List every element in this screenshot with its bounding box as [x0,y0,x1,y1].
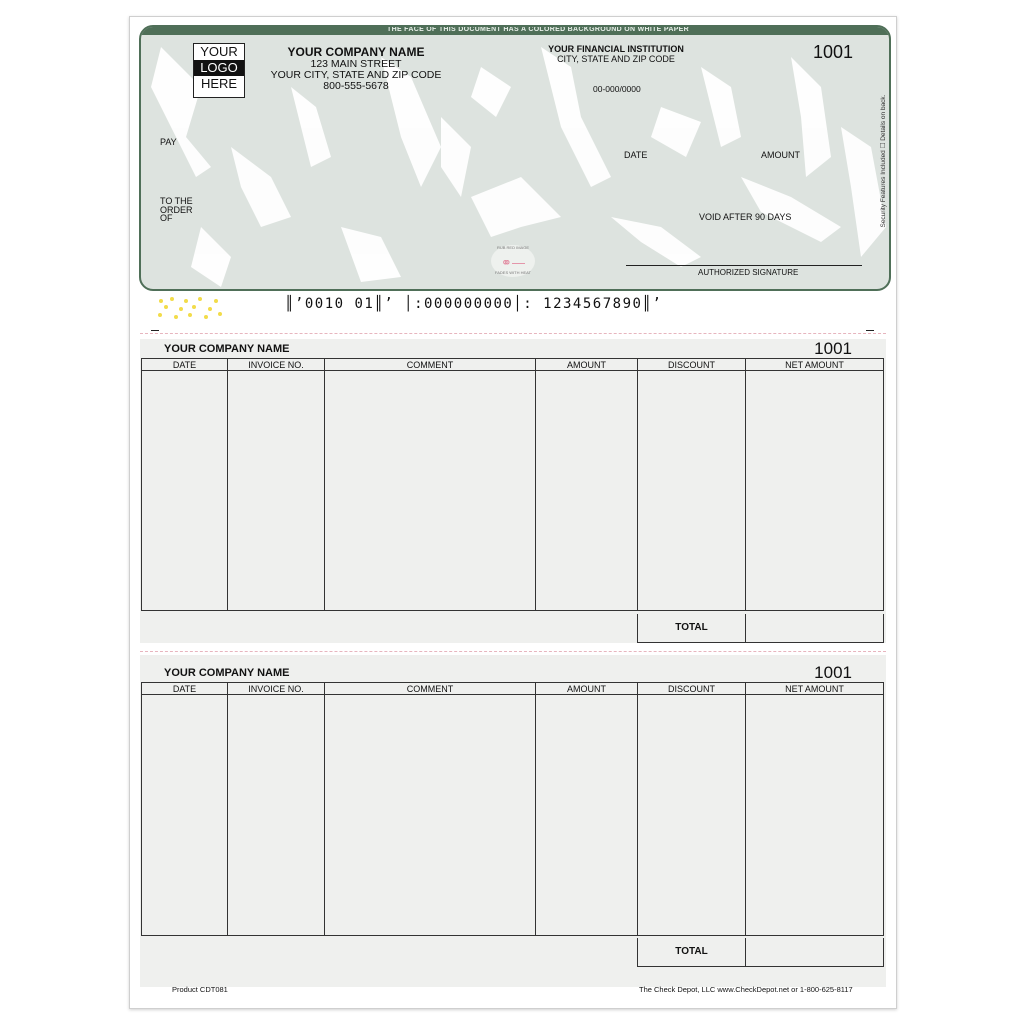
stub-check-number: 1001 [814,339,852,358]
order-of-line-1: TO THE [160,196,193,206]
total-row [637,938,884,967]
cell-date[interactable] [142,371,228,611]
cell-amount[interactable] [536,695,638,936]
voucher-stub-1 [140,339,886,643]
company-block [251,45,461,92]
voucher-stub-2 [140,655,886,987]
pay-label: PAY [160,137,177,147]
date-label: DATE [624,150,648,160]
logo-line-1: YOUR [200,44,238,59]
amount-label: AMOUNT [761,150,800,160]
micr-line: ║’0010 01║’ │:000000000│: 1234567890║’ [285,296,663,312]
order-of-line-3: OF [160,213,173,223]
perforation-2 [140,651,886,652]
vendor-info: The Check Depot, LLC www.CheckDepot.net or 1-800-625-8117 [639,985,853,994]
col-discount: DISCOUNT [638,359,746,371]
col-comment: COMMENT [325,683,536,695]
table-header-row [142,683,884,695]
fold-mark-left [151,330,159,331]
bank-block [536,44,696,64]
check-face [139,25,891,291]
stub-check-number: 1001 [814,663,852,682]
order-of-line-2: ORDER [160,204,193,215]
stub-invoice-table [141,682,884,936]
void-notice: VOID AFTER 90 DAYS [699,212,792,222]
table-body-row [142,695,884,936]
bank-name: YOUR FINANCIAL INSTITUTION [548,44,684,54]
cell-net-amount[interactable] [746,695,884,936]
logo-placeholder [193,43,245,98]
check-number: 1001 [812,42,853,62]
logo-line-2: LOGO [194,60,244,76]
stub-company-name: YOUR COMPANY NAME [164,667,290,679]
cell-comment[interactable] [325,371,536,611]
col-amount: AMOUNT [536,683,638,695]
security-dots-icon [156,297,236,321]
col-net-amount: NET AMOUNT [746,683,884,695]
table-body-row [142,371,884,611]
total-value[interactable] [746,938,883,966]
cell-comment[interactable] [325,695,536,936]
seal-top-text: RUB RED IMAGE [496,245,529,250]
company-phone: 800-555-5678 [323,80,389,92]
seal-bottom-text: FADES WITH HEAT [495,270,531,275]
cell-net-amount[interactable] [746,371,884,611]
col-date: DATE [142,359,228,371]
company-street: 123 MAIN STREET [310,58,402,70]
col-net-amount: NET AMOUNT [746,359,884,371]
banner-text: THE FACE OF THIS DOCUMENT HAS A COLORED BACKGROUND ON WHITE PAPER [387,26,689,33]
stub-invoice-table [141,358,884,611]
col-date: DATE [142,683,228,695]
bank-city: CITY, STATE AND ZIP CODE [557,54,675,64]
total-row [637,614,884,643]
top-band [141,27,889,35]
total-label: TOTAL [638,938,746,966]
stub-company-name: YOUR COMPANY NAME [164,343,290,355]
col-comment: COMMENT [325,359,536,371]
col-discount: DISCOUNT [638,683,746,695]
table-header-row [142,359,884,371]
cell-invoice-no[interactable] [228,371,325,611]
cell-discount[interactable] [638,371,746,611]
total-label: TOTAL [638,614,746,642]
order-of-label [160,197,193,223]
routing-fraction: 00-000/0000 [593,84,641,94]
cell-amount[interactable] [536,371,638,611]
product-code: Product CDT081 [172,985,228,994]
col-amount: AMOUNT [536,359,638,371]
check-document-page [129,16,897,1009]
logo-line-3: HERE [200,76,238,91]
heat-sensitive-seal [491,245,535,277]
total-value[interactable] [746,614,883,642]
signature-label: AUTHORIZED SIGNATURE [698,268,799,277]
cell-discount[interactable] [638,695,746,936]
col-invoice-no: INVOICE NO. [228,359,325,371]
security-features-strip [876,79,892,249]
perforation-1 [140,333,886,334]
key-icon: ⚭— [501,255,525,270]
cell-invoice-no[interactable] [228,695,325,936]
company-name: YOUR COMPANY NAME [287,45,425,59]
cell-date[interactable] [142,695,228,936]
fold-mark-right [866,330,874,331]
company-city: YOUR CITY, STATE AND ZIP CODE [270,69,442,81]
signature-line[interactable] [626,265,862,266]
col-invoice-no: INVOICE NO. [228,683,325,695]
security-features-text: Security Features Included ☐ Details on back. [880,94,887,228]
